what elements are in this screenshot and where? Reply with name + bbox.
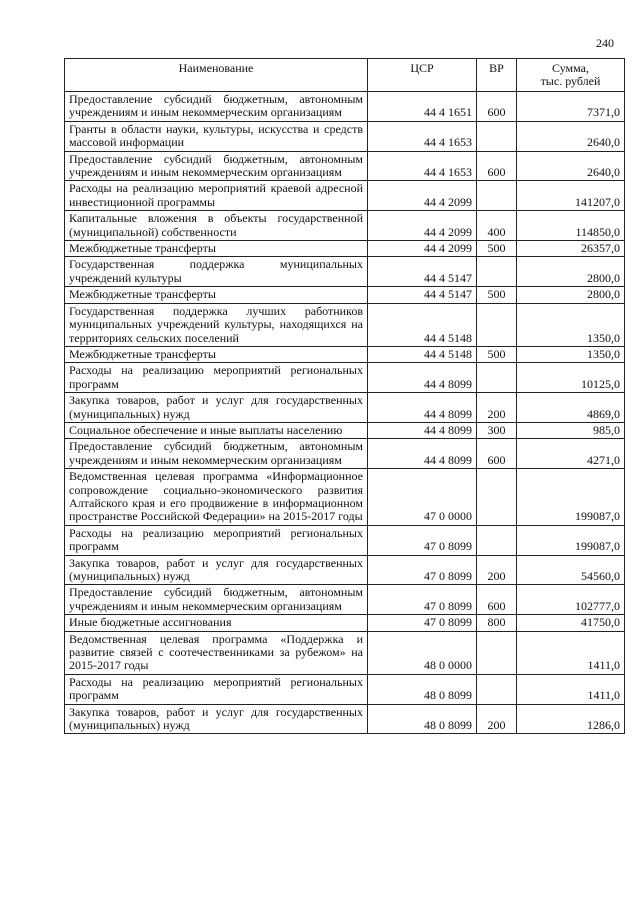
cell-csr: 44 4 1653 [368,151,477,181]
cell-sum: 1411,0 [517,631,625,674]
cell-name: Межбюджетные трансферты [65,346,368,362]
table-row [65,211,625,241]
cell-sum: 10125,0 [517,363,625,393]
table-row [65,303,625,346]
cell-sum: 2800,0 [517,257,625,287]
cell-csr: 44 4 8099 [368,363,477,393]
cell-csr: 47 0 8099 [368,615,477,631]
cell-vr [477,121,517,151]
header-sum-line1: Сумма, [552,61,589,75]
cell-vr: 500 [477,287,517,303]
cell-name: Иные бюджетные ассигнования [65,615,368,631]
cell-csr: 44 4 5147 [368,257,477,287]
cell-vr: 500 [477,346,517,362]
cell-name: Государственная поддержка лучших работников муниципальных учреждений культуры, находящихся на территориях сельских поселений [65,303,368,346]
table-row [65,615,625,631]
cell-csr: 47 0 8099 [368,585,477,615]
cell-sum: 114850,0 [517,211,625,241]
table-row [65,363,625,393]
cell-vr: 600 [477,92,517,122]
cell-vr: 200 [477,704,517,734]
cell-name: Закупка товаров, работ и услуг для государственных (муниципальных) нужд [65,393,368,423]
cell-sum: 54560,0 [517,555,625,585]
cell-vr [477,181,517,211]
table-row [65,525,625,555]
cell-csr: 44 4 2099 [368,241,477,257]
table-row [65,241,625,257]
header-sum [517,59,625,92]
cell-csr: 44 4 8099 [368,439,477,469]
cell-vr [477,674,517,704]
cell-vr: 500 [477,241,517,257]
cell-sum: 1350,0 [517,303,625,346]
cell-name: Социальное обеспечение и иные выплаты населению [65,422,368,438]
cell-sum: 2800,0 [517,287,625,303]
cell-vr: 200 [477,393,517,423]
cell-name: Расходы на реализацию мероприятий региональных программ [65,525,368,555]
cell-name: Межбюджетные трансферты [65,287,368,303]
cell-vr [477,257,517,287]
cell-name: Расходы на реализацию мероприятий краевой адресной инвестиционной программы [65,181,368,211]
cell-name: Расходы на реализацию мероприятий региональных программ [65,363,368,393]
page-number: 240 [596,36,614,50]
cell-sum: 199087,0 [517,469,625,526]
header-sum-line2: тыс. рублей [540,74,601,89]
cell-csr: 48 0 0000 [368,631,477,674]
table-row [65,92,625,122]
table-row [65,151,625,181]
cell-sum: 1350,0 [517,346,625,362]
cell-name: Предоставление субсидий бюджетным, автономным учреждениям и иным некоммерческим организациям [65,585,368,615]
cell-sum: 41750,0 [517,615,625,631]
cell-sum: 141207,0 [517,181,625,211]
cell-vr: 600 [477,439,517,469]
header-name: Наименование [65,59,368,92]
cell-vr: 400 [477,211,517,241]
cell-csr: 48 0 8099 [368,674,477,704]
table-row [65,469,625,526]
cell-vr [477,469,517,526]
table-row [65,585,625,615]
budget-table [64,58,625,734]
cell-name: Предоставление субсидий бюджетным, автономным учреждениям и иным некоммерческим организациям [65,151,368,181]
cell-sum: 26357,0 [517,241,625,257]
table-row [65,257,625,287]
table-row [65,704,625,734]
cell-name: Расходы на реализацию мероприятий региональных программ [65,674,368,704]
cell-csr: 47 0 8099 [368,555,477,585]
cell-sum: 199087,0 [517,525,625,555]
table-row [65,555,625,585]
cell-name: Гранты в области науки, культуры, искусства и средств массовой информации [65,121,368,151]
cell-csr: 44 4 1651 [368,92,477,122]
cell-name: Ведомственная целевая программа «Информационное сопровождение социально-экономического развития Алтайского края и его продвижение в информационном пространстве Российской Федерации» на 2015-2017 годы [65,469,368,526]
cell-sum: 1411,0 [517,674,625,704]
cell-sum: 4271,0 [517,439,625,469]
cell-csr: 48 0 8099 [368,704,477,734]
cell-csr: 47 0 8099 [368,525,477,555]
table-row [65,422,625,438]
cell-sum: 2640,0 [517,151,625,181]
cell-csr: 44 4 5147 [368,287,477,303]
cell-vr: 600 [477,151,517,181]
cell-name: Предоставление субсидий бюджетным, автономным учреждениям и иным некоммерческим организациям [65,439,368,469]
cell-csr: 44 4 8099 [368,393,477,423]
table-header-row [65,59,625,92]
cell-csr: 47 0 0000 [368,469,477,526]
cell-vr [477,525,517,555]
table-row [65,393,625,423]
cell-sum: 2640,0 [517,121,625,151]
cell-csr: 44 4 5148 [368,346,477,362]
cell-name: Государственная поддержка муниципальных учреждений культуры [65,257,368,287]
cell-csr: 44 4 2099 [368,181,477,211]
cell-sum: 1286,0 [517,704,625,734]
table-row [65,181,625,211]
cell-vr [477,363,517,393]
cell-csr: 44 4 1653 [368,121,477,151]
cell-csr: 44 4 2099 [368,211,477,241]
cell-name: Капитальные вложения в объекты государственной (муниципальной) собственности [65,211,368,241]
table-row [65,674,625,704]
cell-name: Ведомственная целевая программа «Поддержка и развитие связей с соотечественниками за рубежом» на 2015-2017 годы [65,631,368,674]
cell-sum: 4869,0 [517,393,625,423]
cell-vr: 800 [477,615,517,631]
cell-name: Межбюджетные трансферты [65,241,368,257]
table-row [65,287,625,303]
table-row [65,439,625,469]
cell-vr: 600 [477,585,517,615]
cell-sum: 7371,0 [517,92,625,122]
cell-sum: 102777,0 [517,585,625,615]
cell-vr [477,303,517,346]
cell-sum: 985,0 [517,422,625,438]
cell-name: Закупка товаров, работ и услуг для государственных (муниципальных) нужд [65,555,368,585]
table-row [65,346,625,362]
cell-vr [477,631,517,674]
cell-vr: 300 [477,422,517,438]
cell-name: Закупка товаров, работ и услуг для государственных (муниципальных) нужд [65,704,368,734]
header-csr: ЦСР [368,59,477,92]
cell-csr: 44 4 5148 [368,303,477,346]
cell-csr: 44 4 8099 [368,422,477,438]
table-row [65,121,625,151]
table-row [65,631,625,674]
cell-vr: 200 [477,555,517,585]
cell-name: Предоставление субсидий бюджетным, автономным учреждениям и иным некоммерческим организациям [65,92,368,122]
header-vr: ВР [477,59,517,92]
